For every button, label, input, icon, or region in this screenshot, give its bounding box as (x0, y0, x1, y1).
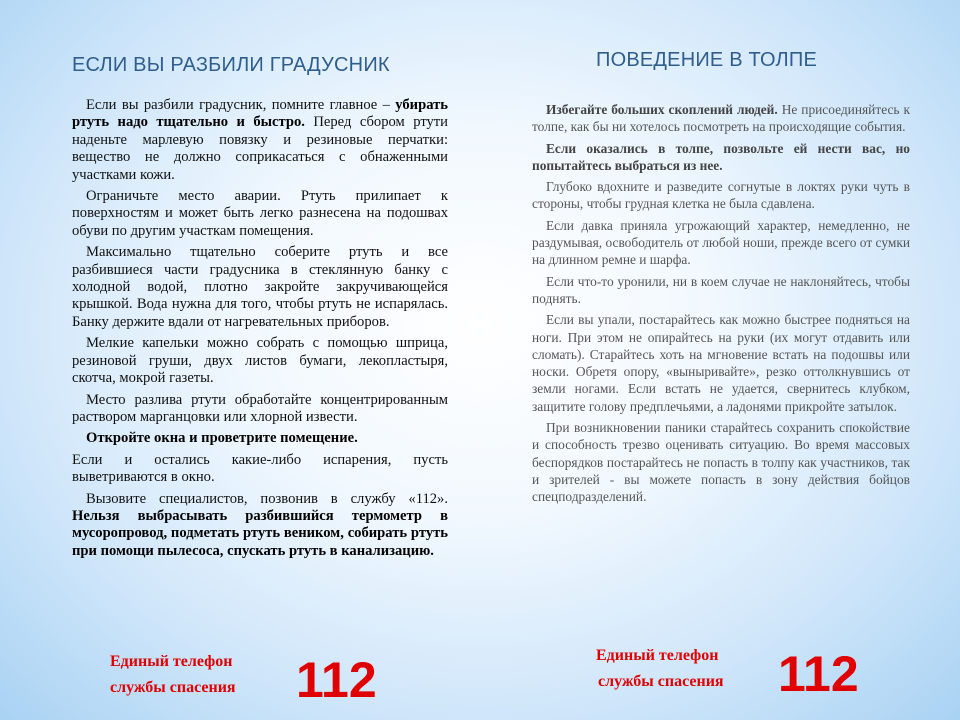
thermometer-paragraph-1: Если вы разбили градусник, помните главное – убирать ртуть надо тщательно и быстро. Перед сбором ртути наденьте марлевую повязку и резиновые перчатки: вещество не должно соприкасаться с обнаженными участками кожи. (72, 97, 448, 183)
crowd-paragraph-4: Если давка приняла угрожающий характер, немедленно, не раздумывая, освободитель от любой ноши, прежде всего от сумки на длинном ремне и шарфа. (532, 217, 910, 268)
rescue-phone-number: 112 (296, 652, 377, 708)
rescue-phone-label-line-1: Единый телефон (110, 653, 233, 670)
thermometer-paragraph-8: Вызовите специалистов, позвонив в службу «112». Нельзя выбрасывать разбившийся термометр в мусоропровод, подметать ртуть веником, собирать ртуть при помощи пылесоса, спускать ртуть в канализацию. (72, 490, 448, 559)
crowd-paragraph-3: Глубоко вдохните и разведите согнутые в локтях руки чуть в стороны, чтобы грудная клетка не была сдавлена. (532, 179, 910, 212)
thermometer-text (72, 97, 448, 564)
rescue-phone-label-line-2: службы спасения (598, 673, 724, 690)
crowd-title: ПОВЕДЕНИЕ В ТОЛПЕ (596, 49, 817, 71)
crowd-paragraph-6: Если вы упали, постарайтесь как можно быстрее подняться на ноги. При этом не опирайтесь на руки (их могут отдавить или сломать). Старайтесь хоть на мгновение встать на подошвы или носки. Обретя опору, «выныривайте», резко оттолкнувшись от земли ногами. Если встать не удается, свернитесь клубком, защитите голову предплечьями, а ладонями прикройте затылок. (532, 312, 910, 414)
crowd-paragraph-2: Если оказались в толпе, позвольте ей нести вас, но попытайтесь выбраться из нее. (532, 140, 910, 173)
thermometer-paragraph-6: Откройте окна и проветрите помещение. (86, 430, 358, 447)
thermometer-emphasis-2: Нельзя выбрасывать разбившийся термометр в мусоропровод, подметать ртуть веником, собирать ртуть при помощи пылесоса, спускать ртуть в канализацию. (72, 507, 448, 559)
thermometer-title: ЕСЛИ ВЫ РАЗБИЛИ ГРАДУСНИК (72, 54, 390, 76)
thermometer-paragraph-2: Ограничьте место аварии. Ртуть прилипает к поверхностям и может быть легко разнесена на подошвах обуви по другим участкам помещения. (72, 188, 448, 239)
crowd-paragraph-1: Избегайте больших скоплений людей. Не присоединяйтесь к толпе, как бы ни хотелось посмотреть на происходящие события. (532, 102, 910, 135)
crowd-text (532, 101, 910, 510)
rescue-phone-label-line-2: службы спасения (110, 679, 236, 696)
rescue-phone-label-line-1: Единый телефон (596, 647, 719, 664)
thermometer-paragraph-7: Если и остались какие-либо испарения, пусть выветриваются в окно. (72, 451, 448, 486)
crowd-emphasis-1: Избегайте больших скоплений людей. (546, 102, 778, 117)
rescue-phone-number: 112 (778, 646, 859, 702)
thermometer-paragraph-5: Место разлива ртути обработайте концентрированным раствором марганцовки или хлорной извести. (72, 391, 448, 425)
thermometer-paragraph-4: Мелкие капельки можно собрать с помощью шприца, резиновой груши, двух листов бумаги, лекопластыря, скотча, мокрой газеты. (72, 335, 448, 387)
thermometer-paragraph-3: Максимально тщательно соберите ртуть и все разбившиеся части градусника в стеклянную банку с холодной водой, плотно закройте закручивающейся крышкой. Вода нужна для того, чтобы ртуть не испарялась. Банку держите вдали от нагревательных приборов. (72, 244, 448, 330)
crowd-paragraph-5: Если что-то уронили, ни в коем случае не наклоняйтесь, чтобы поднять. (532, 273, 910, 306)
crowd-paragraph-7: При возникновении паники старайтесь сохранить спокойствие и способность трезво оценивать ситуацию. Во время массовых беспорядков постарайтесь не попасть в толпу как участников, так и зрителей - вы можете попасть в зону действия бойцов спецподразделений. (532, 420, 910, 505)
thermometer-emphasis-1: убирать ртуть надо тщательно и быстро. (72, 97, 448, 131)
